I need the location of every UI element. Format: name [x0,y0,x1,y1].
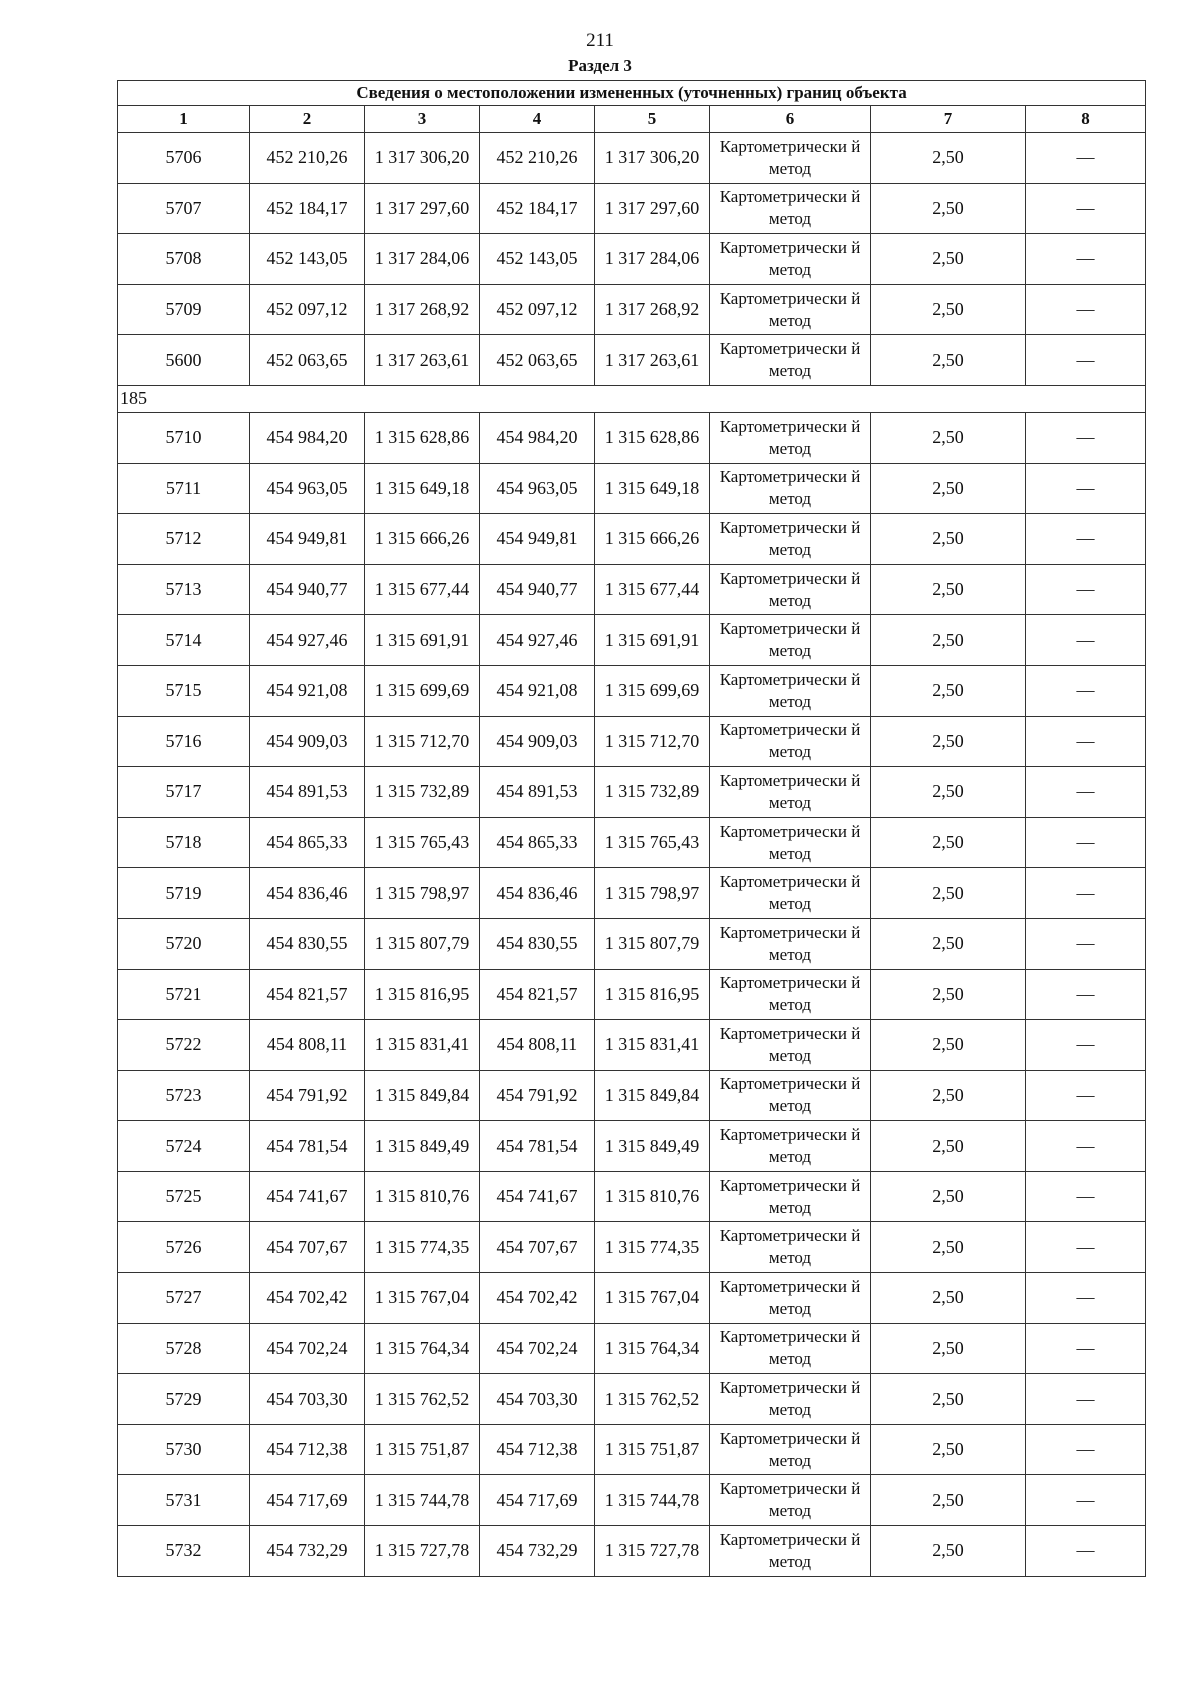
x-new-cell: 454 732,29 [480,1526,595,1577]
y-old-cell: 1 315 816,95 [365,969,480,1020]
y-old-cell: 1 317 297,60 [365,183,480,234]
x-old-cell: 454 909,03 [250,716,365,767]
note-cell: — [1026,234,1146,285]
point-number-cell: 5718 [118,817,250,868]
accuracy-cell: 2,50 [871,1323,1026,1374]
x-new-cell: 454 836,46 [480,868,595,919]
table-row [118,716,1146,767]
method-cell: Картометрически й метод [710,284,871,335]
note-cell: — [1026,564,1146,615]
note-cell: — [1026,183,1146,234]
y-old-cell: 1 315 798,97 [365,868,480,919]
note-cell: — [1026,969,1146,1020]
x-new-cell: 454 984,20 [480,412,595,463]
x-new-cell: 454 921,08 [480,665,595,716]
y-old-cell: 1 315 849,49 [365,1121,480,1172]
x-old-cell: 454 865,33 [250,817,365,868]
group-label: 185 [118,385,1146,412]
x-new-cell: 452 210,26 [480,133,595,184]
table-row [118,1475,1146,1526]
y-new-cell: 1 315 831,41 [595,1020,710,1071]
y-old-cell: 1 317 263,61 [365,335,480,386]
y-old-cell: 1 315 831,41 [365,1020,480,1071]
accuracy-cell: 2,50 [871,767,1026,818]
y-old-cell: 1 315 767,04 [365,1273,480,1324]
table-row [118,969,1146,1020]
point-number-cell: 5717 [118,767,250,818]
point-number-cell: 5725 [118,1171,250,1222]
method-cell: Картометрически й метод [710,1222,871,1273]
point-number-cell: 5727 [118,1273,250,1324]
x-old-cell: 454 791,92 [250,1070,365,1121]
x-old-cell: 454 707,67 [250,1222,365,1273]
point-number-cell: 5724 [118,1121,250,1172]
x-new-cell: 454 963,05 [480,463,595,514]
point-number-cell: 5708 [118,234,250,285]
y-new-cell: 1 315 849,49 [595,1121,710,1172]
column-header: 6 [710,106,871,133]
table-row [118,564,1146,615]
table-row [118,1526,1146,1577]
table-row [118,183,1146,234]
note-cell: — [1026,1121,1146,1172]
column-header: 4 [480,106,595,133]
note-cell: — [1026,1020,1146,1071]
table-row [118,1070,1146,1121]
y-new-cell: 1 315 767,04 [595,1273,710,1324]
point-number-cell: 5728 [118,1323,250,1374]
y-old-cell: 1 317 306,20 [365,133,480,184]
table-row [118,615,1146,666]
y-old-cell: 1 315 666,26 [365,514,480,565]
x-old-cell: 454 830,55 [250,918,365,969]
y-old-cell: 1 317 268,92 [365,284,480,335]
point-number-cell: 5706 [118,133,250,184]
method-cell: Картометрически й метод [710,716,871,767]
table-row [118,1171,1146,1222]
point-number-cell: 5726 [118,1222,250,1273]
note-cell: — [1026,1323,1146,1374]
x-new-cell: 454 821,57 [480,969,595,1020]
method-cell: Картометрически й метод [710,1121,871,1172]
accuracy-cell: 2,50 [871,234,1026,285]
table-row [118,1323,1146,1374]
y-new-cell: 1 315 774,35 [595,1222,710,1273]
y-old-cell: 1 315 774,35 [365,1222,480,1273]
accuracy-cell: 2,50 [871,716,1026,767]
table-row [118,335,1146,386]
x-old-cell: 454 921,08 [250,665,365,716]
page-number: 211 [586,30,614,51]
y-old-cell: 1 315 810,76 [365,1171,480,1222]
method-cell: Картометрически й метод [710,133,871,184]
y-old-cell: 1 315 849,84 [365,1070,480,1121]
point-number-cell: 5712 [118,514,250,565]
y-old-cell: 1 315 628,86 [365,412,480,463]
x-old-cell: 452 143,05 [250,234,365,285]
point-number-cell: 5730 [118,1424,250,1475]
accuracy-cell: 2,50 [871,183,1026,234]
x-new-cell: 454 949,81 [480,514,595,565]
column-header: 8 [1026,106,1146,133]
x-old-cell: 454 891,53 [250,767,365,818]
y-new-cell: 1 315 732,89 [595,767,710,818]
accuracy-cell: 2,50 [871,1424,1026,1475]
section-title: Раздел 3 [568,56,632,75]
note-cell: — [1026,868,1146,919]
method-cell: Картометрически й метод [710,665,871,716]
method-cell: Картометрически й метод [710,969,871,1020]
method-cell: Картометрически й метод [710,767,871,818]
accuracy-cell: 2,50 [871,1070,1026,1121]
note-cell: — [1026,817,1146,868]
x-old-cell: 454 781,54 [250,1121,365,1172]
y-old-cell: 1 315 765,43 [365,817,480,868]
accuracy-cell: 2,50 [871,1475,1026,1526]
y-old-cell: 1 315 677,44 [365,564,480,615]
accuracy-cell: 2,50 [871,514,1026,565]
y-new-cell: 1 317 263,61 [595,335,710,386]
note-cell: — [1026,1424,1146,1475]
x-old-cell: 454 741,67 [250,1171,365,1222]
table-row [118,918,1146,969]
x-new-cell: 454 865,33 [480,817,595,868]
accuracy-cell: 2,50 [871,868,1026,919]
point-number-cell: 5721 [118,969,250,1020]
method-cell: Картометрически й метод [710,918,871,969]
accuracy-cell: 2,50 [871,918,1026,969]
accuracy-cell: 2,50 [871,1171,1026,1222]
x-new-cell: 454 741,67 [480,1171,595,1222]
method-cell: Картометрически й метод [710,1273,871,1324]
y-old-cell: 1 315 744,78 [365,1475,480,1526]
table-row [118,1020,1146,1071]
x-new-cell: 454 791,92 [480,1070,595,1121]
y-old-cell: 1 315 807,79 [365,918,480,969]
note-cell: — [1026,665,1146,716]
table-row [118,665,1146,716]
y-new-cell: 1 315 762,52 [595,1374,710,1425]
y-new-cell: 1 315 691,91 [595,615,710,666]
column-number-row [118,106,1146,133]
point-number-cell: 5723 [118,1070,250,1121]
x-new-cell: 454 703,30 [480,1374,595,1425]
x-new-cell: 452 063,65 [480,335,595,386]
y-old-cell: 1 315 699,69 [365,665,480,716]
x-old-cell: 452 097,12 [250,284,365,335]
accuracy-cell: 2,50 [871,1273,1026,1324]
method-cell: Картометрически й метод [710,817,871,868]
accuracy-cell: 2,50 [871,335,1026,386]
x-old-cell: 454 732,29 [250,1526,365,1577]
method-cell: Картометрически й метод [710,1020,871,1071]
column-header: 3 [365,106,480,133]
y-new-cell: 1 315 649,18 [595,463,710,514]
point-number-cell: 5600 [118,335,250,386]
x-new-cell: 454 702,42 [480,1273,595,1324]
point-number-cell: 5716 [118,716,250,767]
y-new-cell: 1 315 764,34 [595,1323,710,1374]
accuracy-cell: 2,50 [871,133,1026,184]
x-old-cell: 454 717,69 [250,1475,365,1526]
x-new-cell: 454 808,11 [480,1020,595,1071]
x-new-cell: 452 097,12 [480,284,595,335]
x-old-cell: 454 702,42 [250,1273,365,1324]
note-cell: — [1026,615,1146,666]
y-new-cell: 1 317 284,06 [595,234,710,285]
point-number-cell: 5711 [118,463,250,514]
accuracy-cell: 2,50 [871,1222,1026,1273]
method-cell: Картометрически й метод [710,1323,871,1374]
note-cell: — [1026,1526,1146,1577]
x-old-cell: 452 210,26 [250,133,365,184]
accuracy-cell: 2,50 [871,284,1026,335]
method-cell: Картометрически й метод [710,868,871,919]
method-cell: Картометрически й метод [710,615,871,666]
x-new-cell: 452 143,05 [480,234,595,285]
x-old-cell: 454 940,77 [250,564,365,615]
accuracy-cell: 2,50 [871,615,1026,666]
x-old-cell: 454 703,30 [250,1374,365,1425]
note-cell: — [1026,1070,1146,1121]
note-cell: — [1026,412,1146,463]
table-row [118,1273,1146,1324]
y-new-cell: 1 315 727,78 [595,1526,710,1577]
x-new-cell: 454 891,53 [480,767,595,818]
method-cell: Картометрически й метод [710,1424,871,1475]
x-new-cell: 454 717,69 [480,1475,595,1526]
method-cell: Картометрически й метод [710,1171,871,1222]
method-cell: Картометрически й метод [710,463,871,514]
table-row [118,234,1146,285]
table-row [118,1222,1146,1273]
x-old-cell: 454 808,11 [250,1020,365,1071]
accuracy-cell: 2,50 [871,1526,1026,1577]
x-new-cell: 454 712,38 [480,1424,595,1475]
note-cell: — [1026,918,1146,969]
column-header: 7 [871,106,1026,133]
x-old-cell: 454 702,24 [250,1323,365,1374]
accuracy-cell: 2,50 [871,817,1026,868]
note-cell: — [1026,335,1146,386]
table-row [118,868,1146,919]
method-cell: Картометрически й метод [710,1070,871,1121]
method-cell: Картометрически й метод [710,564,871,615]
point-number-cell: 5722 [118,1020,250,1071]
table-row [118,1121,1146,1172]
table-row [118,767,1146,818]
point-number-cell: 5715 [118,665,250,716]
note-cell: — [1026,133,1146,184]
table-row [118,1374,1146,1425]
y-new-cell: 1 315 744,78 [595,1475,710,1526]
point-number-cell: 5731 [118,1475,250,1526]
x-old-cell: 454 963,05 [250,463,365,514]
y-new-cell: 1 315 699,69 [595,665,710,716]
accuracy-cell: 2,50 [871,665,1026,716]
y-old-cell: 1 317 284,06 [365,234,480,285]
note-cell: — [1026,284,1146,335]
note-cell: — [1026,463,1146,514]
accuracy-cell: 2,50 [871,1374,1026,1425]
note-cell: — [1026,767,1146,818]
group-row [118,385,1146,412]
note-cell: — [1026,514,1146,565]
method-cell: Картометрически й метод [710,514,871,565]
point-number-cell: 5719 [118,868,250,919]
note-cell: — [1026,1273,1146,1324]
y-new-cell: 1 317 297,60 [595,183,710,234]
x-old-cell: 454 984,20 [250,412,365,463]
table-row [118,133,1146,184]
method-cell: Картометрически й метод [710,335,871,386]
accuracy-cell: 2,50 [871,463,1026,514]
y-new-cell: 1 315 628,86 [595,412,710,463]
y-new-cell: 1 315 751,87 [595,1424,710,1475]
method-cell: Картометрически й метод [710,412,871,463]
accuracy-cell: 2,50 [871,969,1026,1020]
y-old-cell: 1 315 764,34 [365,1323,480,1374]
x-new-cell: 454 909,03 [480,716,595,767]
y-old-cell: 1 315 762,52 [365,1374,480,1425]
point-number-cell: 5714 [118,615,250,666]
point-number-cell: 5720 [118,918,250,969]
x-new-cell: 454 702,24 [480,1323,595,1374]
y-new-cell: 1 315 712,70 [595,716,710,767]
boundary-coordinates-table [117,80,1146,1577]
x-new-cell: 452 184,17 [480,183,595,234]
accuracy-cell: 2,50 [871,412,1026,463]
x-old-cell: 454 927,46 [250,615,365,666]
x-old-cell: 454 836,46 [250,868,365,919]
method-cell: Картометрически й метод [710,234,871,285]
column-header: 5 [595,106,710,133]
y-new-cell: 1 315 810,76 [595,1171,710,1222]
table-row [118,463,1146,514]
x-old-cell: 454 949,81 [250,514,365,565]
point-number-cell: 5729 [118,1374,250,1425]
table-row [118,412,1146,463]
x-new-cell: 454 830,55 [480,918,595,969]
table-row [118,514,1146,565]
note-cell: — [1026,1374,1146,1425]
note-cell: — [1026,1475,1146,1526]
note-cell: — [1026,1222,1146,1273]
x-old-cell: 454 821,57 [250,969,365,1020]
x-new-cell: 454 707,67 [480,1222,595,1273]
table-row [118,284,1146,335]
point-number-cell: 5707 [118,183,250,234]
point-number-cell: 5710 [118,412,250,463]
y-old-cell: 1 315 727,78 [365,1526,480,1577]
accuracy-cell: 2,50 [871,1020,1026,1071]
table-row [118,817,1146,868]
y-new-cell: 1 315 677,44 [595,564,710,615]
y-new-cell: 1 317 268,92 [595,284,710,335]
accuracy-cell: 2,50 [871,564,1026,615]
x-new-cell: 454 927,46 [480,615,595,666]
y-old-cell: 1 315 691,91 [365,615,480,666]
x-old-cell: 452 063,65 [250,335,365,386]
y-new-cell: 1 315 849,84 [595,1070,710,1121]
note-cell: — [1026,1171,1146,1222]
y-new-cell: 1 315 816,95 [595,969,710,1020]
y-old-cell: 1 315 649,18 [365,463,480,514]
accuracy-cell: 2,50 [871,1121,1026,1172]
x-old-cell: 452 184,17 [250,183,365,234]
column-header: 1 [118,106,250,133]
y-new-cell: 1 315 798,97 [595,868,710,919]
y-new-cell: 1 315 807,79 [595,918,710,969]
method-cell: Картометрически й метод [710,183,871,234]
method-cell: Картометрически й метод [710,1374,871,1425]
y-old-cell: 1 315 712,70 [365,716,480,767]
method-cell: Картометрически й метод [710,1526,871,1577]
y-old-cell: 1 315 732,89 [365,767,480,818]
column-header: 2 [250,106,365,133]
note-cell: — [1026,716,1146,767]
table-caption: Сведения о местоположении измененных (уточненных) границ объекта [118,81,1146,106]
point-number-cell: 5709 [118,284,250,335]
y-old-cell: 1 315 751,87 [365,1424,480,1475]
table-row [118,1424,1146,1475]
point-number-cell: 5713 [118,564,250,615]
x-new-cell: 454 781,54 [480,1121,595,1172]
x-new-cell: 454 940,77 [480,564,595,615]
y-new-cell: 1 315 666,26 [595,514,710,565]
method-cell: Картометрически й метод [710,1475,871,1526]
y-new-cell: 1 317 306,20 [595,133,710,184]
x-old-cell: 454 712,38 [250,1424,365,1475]
y-new-cell: 1 315 765,43 [595,817,710,868]
point-number-cell: 5732 [118,1526,250,1577]
